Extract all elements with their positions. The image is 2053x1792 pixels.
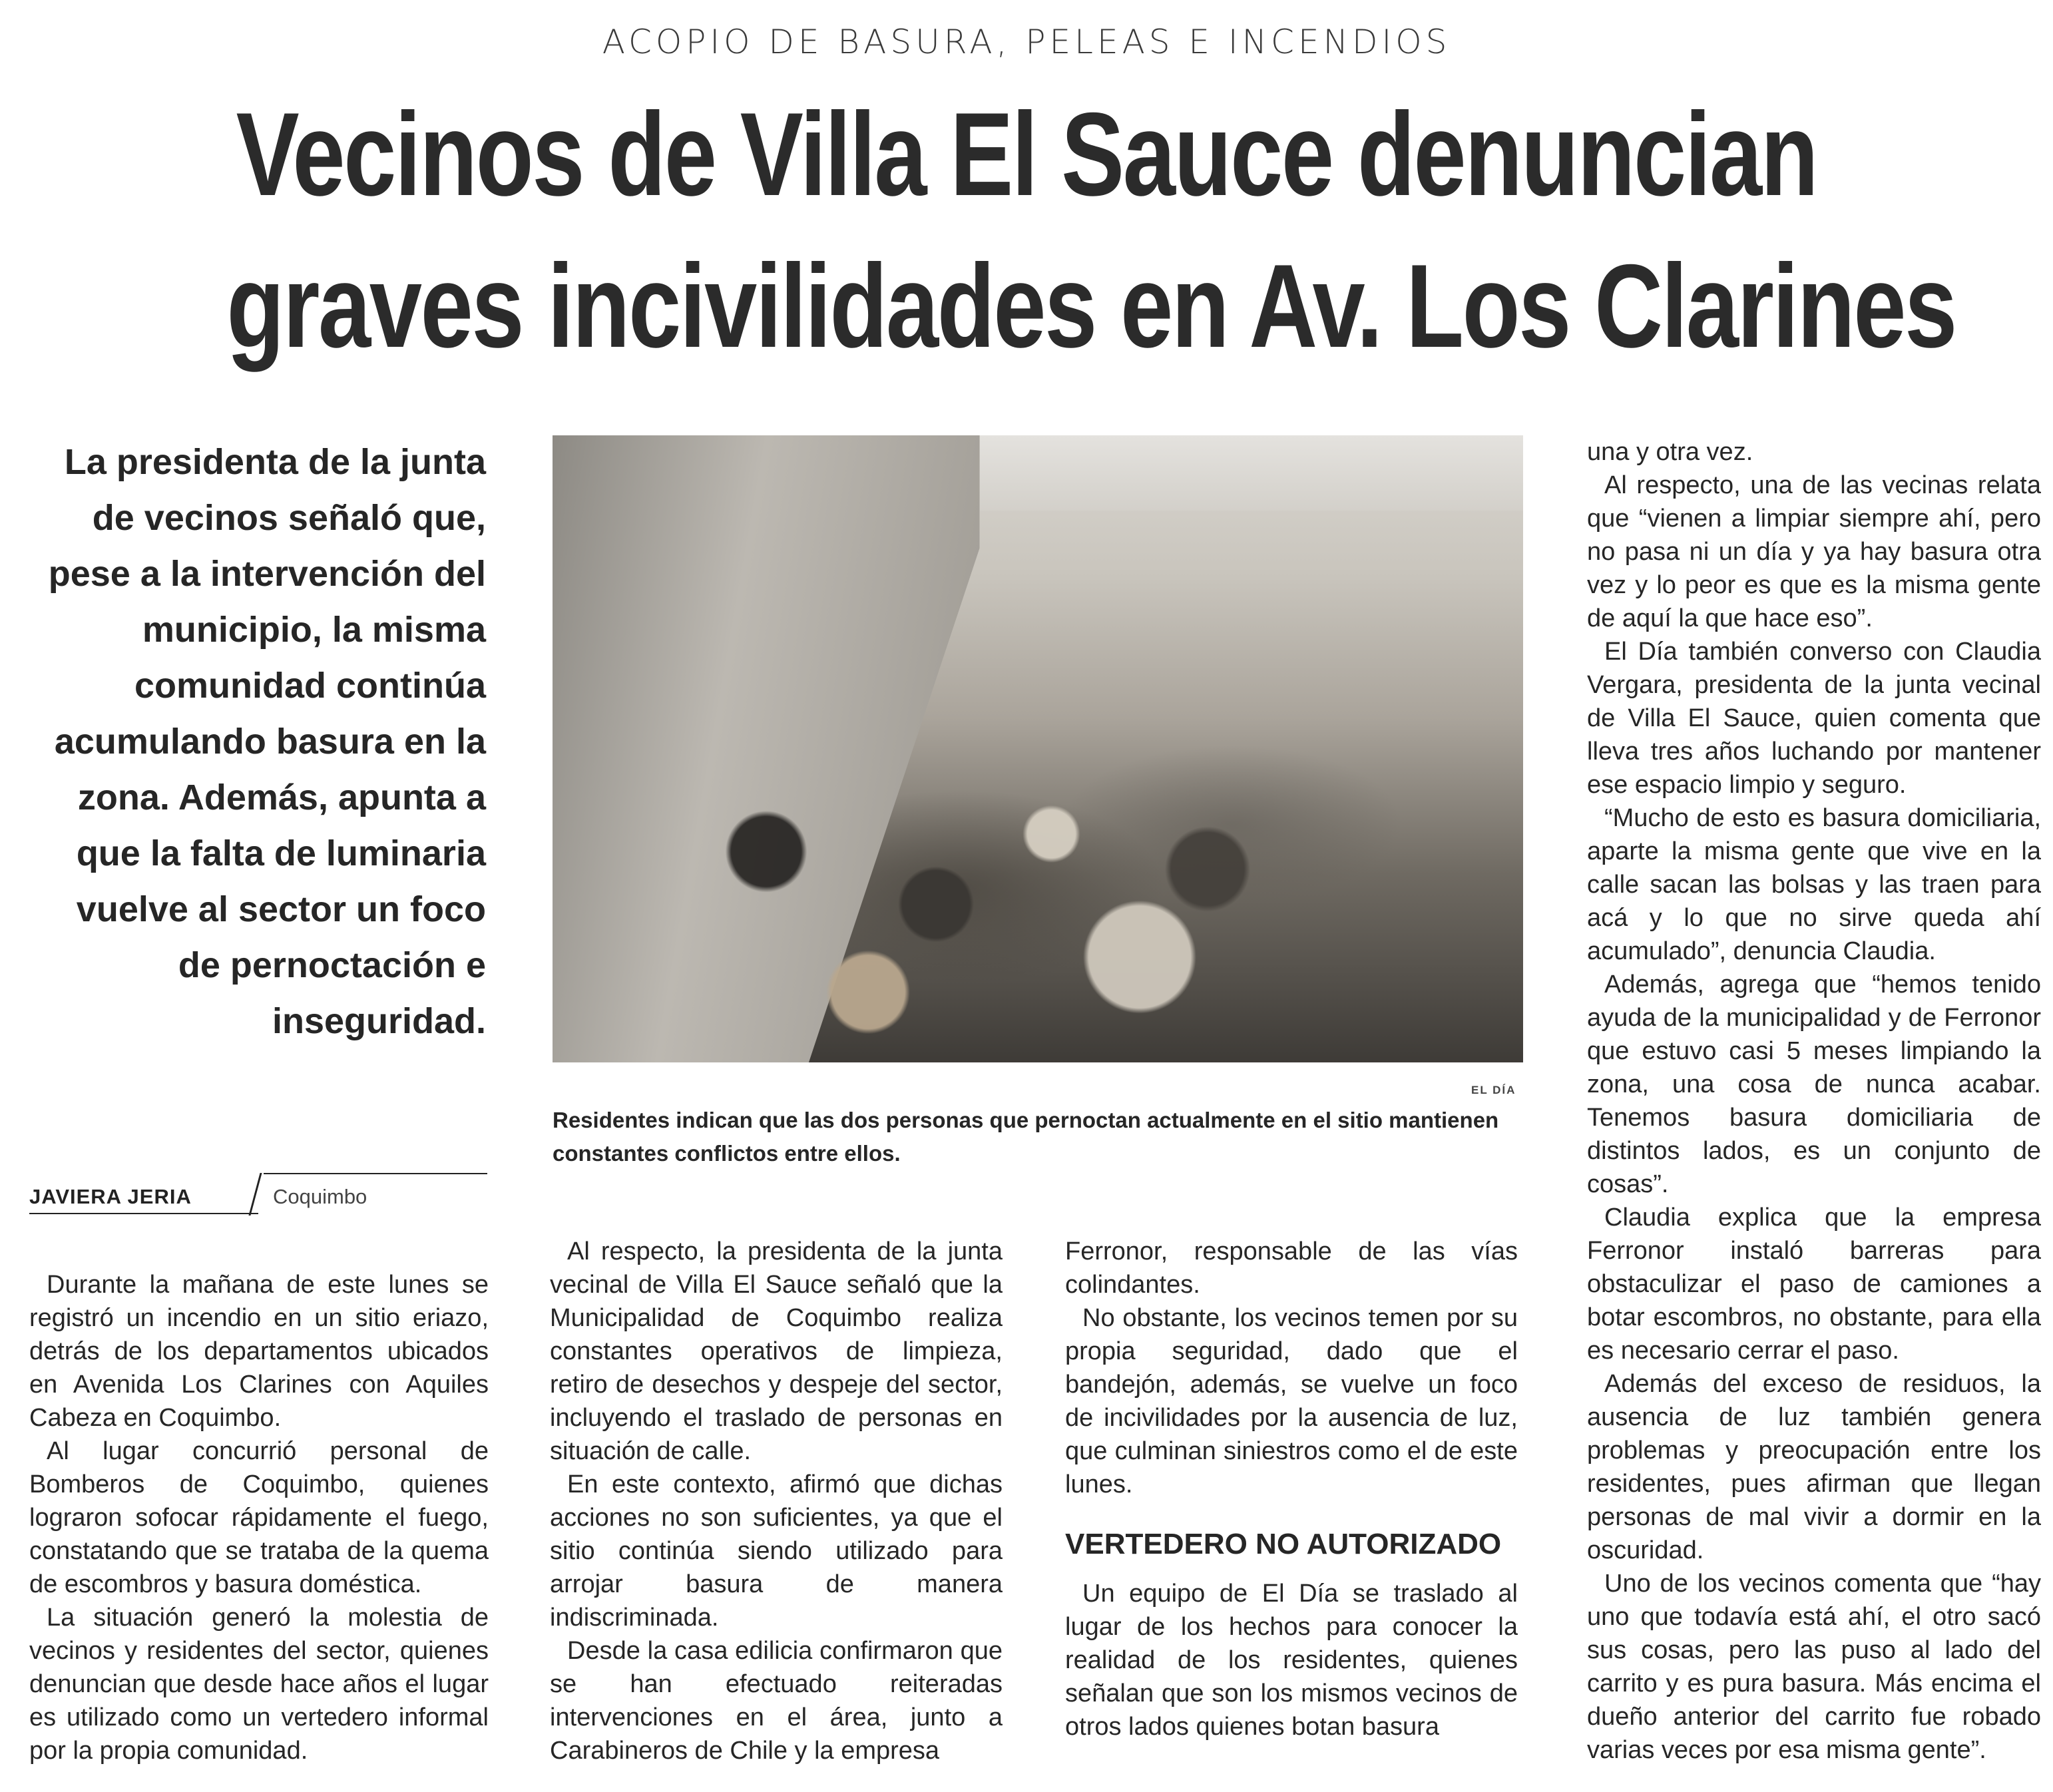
paragraph: Desde la casa edilicia confirmaron que se han efectuado reiteradas intervenciones en el área, junto a Carabineros de Chile y la empresa [550,1637,1003,1765]
paragraph: El Día también converso con Claudia Vergara, presidenta de la junta vecinal de Villa El Sauce, quien comenta que lleva tres años luchando por mantener ese espacio limpio y seguro. [1587,638,2041,799]
byline-author: JAVIERA JERIA [29,1185,192,1208]
byline-rule-bottom [29,1213,258,1214]
body-column-3 [1065,1235,1518,1743]
subheading: VERTEDERO NO AUTORIZADO [1065,1528,1502,1560]
body-column-4 [1587,435,2041,1767]
paragraph: Además, agrega que “hemos tenido ayuda de la municipalidad y de Ferronor que estuvo casi 5 meses limpiando la zona, una cosa de nunca acabar. Tenemos basura domiciliaria de distintos lados, es un conjunto de cosas”. [1587,971,2041,1198]
byline-divider [248,1173,262,1216]
byline-rule-top [264,1173,487,1174]
paragraph: No obstante, los vecinos temen por su propia seguridad, dado que el bandejón, además, se vuelve un foco de incivilidades por la ausencia de luz, que culminan siniestros como el de este lunes. [1065,1304,1518,1498]
paragraph: Al respecto, una de las vecinas relata que “vienen a limpiar siempre ahí, pero no pasa ni un día y ya hay basura otra vez y lo peor es que es la misma gente de aquí la que hace eso”. [1587,471,2041,632]
headline-line-1: Vecinos de Villa El Sauce denuncian [236,88,1817,220]
body-column-2 [550,1235,1003,1767]
kicker: ACOPIO DE BASURA, PELEAS E INCENDIOS [602,23,1451,61]
paragraph: Al respecto, la presidenta de la junta vecinal de Villa El Sauce señaló que la Municipalidad de Coquimbo realiza constantes operativos de limpieza, retiro de desechos y despeje del sector, incluyendo el traslado de personas en situación de calle. [550,1237,1003,1465]
headline [226,79,1956,382]
paragraph: Claudia explica que la empresa Ferronor instaló barreras para obstaculizar el paso de camiones a botar escombros, no obstante, para ella es necesario cerrar el paso. [1587,1204,2041,1365]
paragraph: Ferronor, responsable de las vías colindantes. [1065,1237,1518,1299]
photo-caption: Residentes indican que las dos personas que pernoctan actualmente en el sitio mantienen constantes conflictos entre ellos. [553,1108,1499,1166]
paragraph: “Mucho de esto es basura domiciliaria, aparte la misma gente que vive en la calle sacan las bolsas y las traen para acá y lo que no sirve queda ahí acumulado”, denuncia Claudia. [1587,804,2041,965]
paragraph: una y otra vez. [1587,438,1753,466]
summary-lead: La presidenta de la junta de vecinos señaló que, pese a la intervención del municipio, la misma comunidad continúa acumulando basura en la zona. Además, apunta a que la falta de luminaria vuelve al sector un foco de pernoctación e inseguridad. [48,442,486,1041]
photo-sky [980,435,1523,511]
paragraph: Además del exceso de residuos, la ausencia de luz también genera problemas y preocupación entre los residentes, pues afirman que llegan personas de mal vivir a dormir en la oscuridad. [1587,1370,2041,1564]
news-photo [553,435,1523,1062]
paragraph: Un equipo de El Día se traslado al lugar de los hechos para conocer la realidad de los residentes, quienes señalan que son los mismos vecinos de otros lados quienes botan basura [1065,1580,1518,1741]
paragraph: En este contexto, afirmó que dichas acciones no son suficientes, ya que el sitio continúa siendo utilizado para arrojar basura de manera indiscriminada. [550,1470,1003,1632]
byline-location: Coquimbo [273,1185,367,1208]
paragraph: La situación generó la molestia de vecinos y residentes del sector, quienes denuncian que desde hace años el lugar es utilizado como un vertedero informal por la propia comunidad. [29,1604,489,1765]
headline-line-2: graves incivilidades en Av. Los Clarines [226,240,1956,372]
paragraph: Durante la mañana de este lunes se registró un incendio en un sitio eriazo, detrás de los departamentos ubicados en Avenida Los Clarines con Aquiles Cabeza en Coquimbo. [29,1271,489,1432]
photo-credit: EL DÍA [1471,1084,1516,1096]
body-column-1 [29,1268,489,1767]
paragraph: Al lugar concurrió personal de Bomberos de Coquimbo, quienes lograron sofocar rápidamente el fuego, constatando que se trataba de la quema de escombros y basura doméstica. [29,1437,489,1598]
paragraph: Uno de los vecinos comenta que “hay uno que todavía está ahí, el otro sacó sus cosas, pero las puso al lado del carrito y es pura basura. Más encima el dueño anterior del carrito fue robado varias veces por esa misma gente”. [1587,1570,2041,1764]
photo-debris [630,711,1310,1062]
